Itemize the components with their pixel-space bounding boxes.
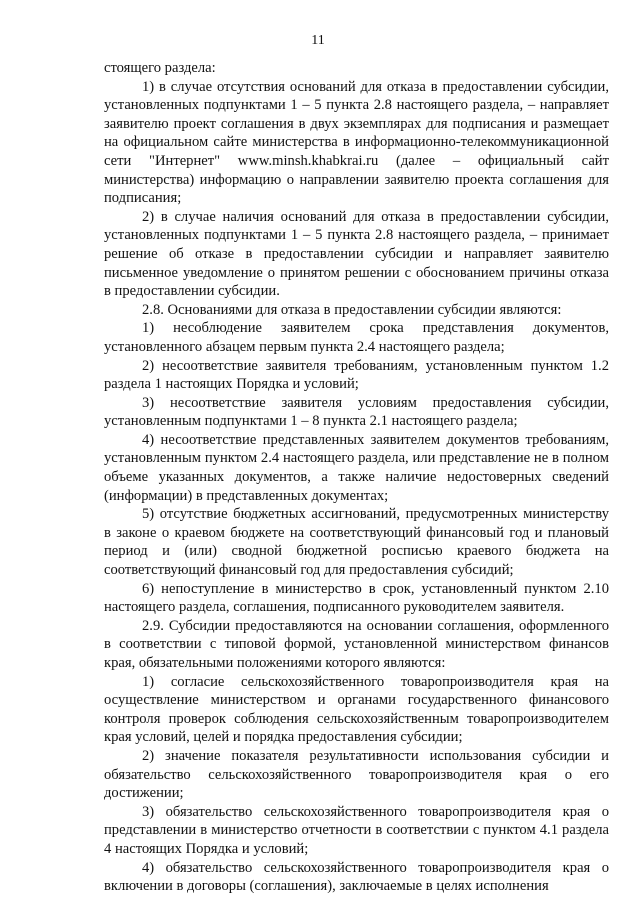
paragraph-2-8-item-4: 4) несоответствие представленных заявителем документов требованиям, установленным пунктом 2.4 настоящего раздела, или представление не в полном объеме указанных документов, а также наличие недостоверных сведений (информации) в представленных документах;: [104, 431, 609, 504]
page-number: 11: [311, 33, 325, 48]
paragraph-item-2-refusal: 2) в случае наличия оснований для отказа в предоставлении субсидии, установленных подпунктами 1 – 5 пункта 2.8 настоящего раздела, – принимает решение об отказе в предоставлении субсидии и направляет заявителю письменное уведомление о принятом решении с обоснованием причины отказа в предоставлении субсидии.: [104, 208, 609, 300]
paragraph-2-8-item-5: 5) отсутствие бюджетных ассигнований, предусмотренных министерству в законе о краевом бюджете на соответствующий финансовый год и плановый период и (или) сводной бюджетной росписью краевого бюджета на соответствующий финансовый год для предоставления субсидий;: [104, 506, 609, 579]
paragraph-section-2-9: 2.9. Субсидии предоставляются на основании соглашения, оформленного в соответствии с типовой формой, установленной министерством финансов края, обязательными положениями которого являются:: [104, 617, 609, 671]
paragraph-item-1-no-refusal: 1) в случае отсутствия оснований для отказа в предоставлении субсидии, установленных подпунктами 1 – 5 пункта 2.8 настоящего раздела, – направляет заявителю проект соглашения в двух экземплярах для подписания и размещает на официальном сайте министерства в информационно-телекоммуникационной сети "Интернет" www.minsh.khabkrai.ru (далее – официальный сайт министерства) информацию о направлении заявителю проекта соглашения для подписания;: [104, 78, 609, 207]
paragraph-2-8-item-6: 6) непоступление в министерство в срок, установленный пунктом 2.10 настоящего раздела, соглашения, подписанного руководителем заявителя.: [104, 580, 609, 616]
paragraph-2-8-item-2: 2) несоответствие заявителя требованиям, установленным пунктом 1.2 раздела 1 настоящих Порядка и условий;: [104, 357, 609, 393]
paragraph-2-9-item-2: 2) значение показателя результативности использования субсидии и обязательство сельскохозяйственного товаропроизводителя края о его достижении;: [104, 747, 609, 802]
paragraph-section-2-8: 2.8. Основаниями для отказа в предоставлении субсидии являются:: [142, 301, 562, 318]
paragraph-2-9-item-3: 3) обязательство сельскохозяйственного товаропроизводителя края о представлении в министерство отчетности в соответствии с пунктом 4.1 раздела 4 настоящих Порядка и условий;: [104, 803, 609, 857]
paragraph-continuation: стоящего раздела:: [104, 60, 216, 76]
paragraph-2-8-item-1: 1) несоблюдение заявителем срока представления документов, установленного абзацем первым пункта 2.4 настоящего раздела;: [104, 320, 609, 355]
paragraph-2-9-item-1: 1) согласие сельскохозяйственного товаропроизводителя края на осуществление министерством и органами государственного финансового контроля проверок соблюдения сельскохозяйственным товаропроизводителем края условий, целей и порядка предоставления субсидии;: [104, 673, 609, 746]
document-body: [104, 59, 609, 896]
paragraph-2-8-item-3: 3) несоответствие заявителя условиям предоставления субсидии, установленным подпунктами 1 – 8 пункта 2.1 настоящего раздела;: [104, 394, 609, 430]
paragraph-2-9-item-4: 4) обязательство сельскохозяйственного товаропроизводителя края о включении в договоры (соглашения), заключаемые в целях исполнения: [104, 859, 609, 895]
